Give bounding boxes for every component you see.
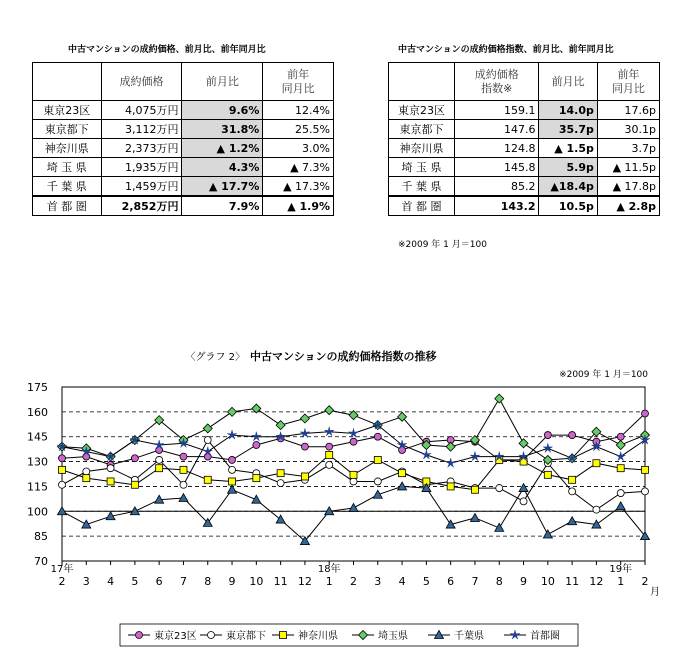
data-point (350, 438, 357, 445)
year-label: 17年 (50, 564, 74, 575)
column-header: 前年 同月比 (597, 63, 659, 101)
cell-value: 2,373万円 (101, 139, 182, 158)
data-point (519, 439, 528, 448)
data-point (82, 520, 91, 528)
index-note: ※2009 年 1 月＝100 (398, 240, 487, 250)
cell-value: ▲ 2.8p (597, 196, 659, 216)
header-blank (33, 63, 102, 101)
x-tick-label: 5 (422, 575, 430, 588)
cell-value: ▲ 17.8p (597, 177, 659, 197)
right-table-title: 中古マンションの成約価格指数、前月比、前年同月比 (398, 45, 614, 55)
y-tick-label: 130 (27, 455, 48, 469)
cell-value: 159.1 (455, 101, 539, 120)
row-label: 東京23区 (33, 101, 102, 120)
x-tick-label: 7 (179, 575, 187, 588)
data-point (179, 494, 188, 502)
column-header: 前年 同月比 (263, 63, 334, 101)
legend-label: 東京23区 (154, 631, 197, 642)
data-point (156, 465, 163, 472)
cell-value: ▲ 1.9% (263, 196, 334, 216)
data-point (374, 433, 381, 440)
data-point (446, 442, 455, 451)
y-tick-label: 70 (34, 555, 48, 568)
cell-value: 3,112万円 (101, 120, 182, 139)
row-label: 東京都下 (33, 120, 102, 139)
legend-label: 東京都下 (226, 631, 266, 642)
x-tick-label: 8 (204, 575, 212, 588)
data-point (136, 632, 143, 639)
x-tick-label: 1 (617, 575, 625, 588)
row-label: 首 都 圏 (33, 196, 102, 216)
legend-label: 首都圏 (530, 631, 560, 642)
data-point (83, 468, 90, 475)
cell-value: 12.4% (263, 101, 334, 120)
cell-value: 145.8 (455, 158, 539, 177)
data-point (374, 478, 381, 485)
row-label: 東京都下 (389, 120, 455, 139)
row-label: 千 葉 県 (33, 177, 102, 197)
data-point (277, 470, 284, 477)
data-point (399, 470, 406, 477)
year-label: 19年 (609, 564, 633, 575)
cell-value: 5.9p (539, 158, 597, 177)
data-point (204, 476, 211, 483)
x-tick-label: 6 (447, 575, 455, 588)
cell-value: 1,935万円 (101, 158, 182, 177)
table-row (33, 120, 334, 139)
cell-value: 143.2 (455, 196, 539, 216)
x-tick-label: 2 (58, 575, 66, 588)
data-point (276, 515, 285, 523)
x-tick-label: 3 (374, 575, 382, 588)
row-label: 埼 玉 県 (389, 158, 455, 177)
table-row (389, 196, 660, 216)
data-point (253, 475, 260, 482)
data-point (349, 428, 359, 437)
data-point (617, 490, 624, 497)
year-label: 18年 (317, 564, 341, 575)
data-point (229, 478, 236, 485)
data-point (253, 442, 260, 449)
x-tick-label: 7 (471, 575, 479, 588)
data-point (398, 482, 407, 490)
y-tick-label: 100 (27, 505, 48, 519)
y-tick-label: 115 (27, 480, 48, 494)
data-point (569, 488, 576, 495)
data-point (300, 428, 310, 437)
data-point (544, 432, 551, 439)
left-price-table (32, 62, 334, 216)
data-point (180, 466, 187, 473)
data-point (569, 476, 576, 483)
x-tick-label: 12 (297, 575, 312, 588)
data-point (447, 483, 454, 490)
x-tick-label: 1 (325, 575, 333, 588)
data-point (131, 481, 138, 488)
data-point (495, 523, 504, 531)
row-label: 埼 玉 県 (33, 158, 102, 177)
x-tick-label: 2 (350, 575, 357, 588)
column-header: 成約価格 (101, 63, 182, 101)
data-point (107, 478, 114, 485)
data-point (349, 503, 358, 511)
row-label: 神奈川県 (389, 139, 455, 158)
cell-value: ▲ 7.3% (263, 158, 334, 177)
row-label: 千 葉 県 (389, 177, 455, 197)
data-point (470, 452, 480, 461)
data-point (228, 407, 237, 416)
data-point (642, 466, 649, 473)
cell-value: 4,075万円 (101, 101, 182, 120)
right-index-table (388, 62, 660, 216)
x-tick-label: 11 (273, 575, 288, 588)
data-point (544, 471, 551, 478)
data-point (156, 456, 163, 463)
data-point (568, 517, 577, 525)
data-point (325, 427, 335, 436)
x-tick-label: 9 (228, 575, 236, 588)
data-point (130, 507, 139, 515)
cell-value: 30.1p (597, 120, 659, 139)
data-point (496, 485, 503, 492)
y-tick-label: 145 (27, 430, 48, 444)
data-point (543, 443, 553, 452)
x-tick-label: 3 (82, 575, 90, 588)
data-point (301, 473, 308, 480)
cell-value: 14.0p (539, 101, 597, 120)
chart-caption: 〈グラフ 2〉 (185, 352, 245, 363)
chart-title: 中古マンションの成約価格指数の推移 (250, 350, 437, 363)
cell-value: 85.2 (455, 177, 539, 197)
legend-label: 神奈川県 (298, 631, 338, 642)
month-unit-label: 月 (650, 587, 660, 598)
x-tick-label: 10 (540, 575, 555, 588)
data-point (471, 486, 478, 493)
row-label: 首 都 圏 (389, 196, 455, 216)
data-point (422, 450, 432, 459)
x-tick-label: 6 (155, 575, 163, 588)
cell-value: ▲18.4p (539, 177, 597, 197)
cell-value: 31.8% (182, 120, 263, 139)
y-tick-label: 175 (27, 381, 48, 394)
cell-value: 25.5% (263, 120, 334, 139)
cell-value: ▲ 11.5p (597, 158, 659, 177)
cell-value: 2,852万円 (101, 196, 182, 216)
cell-value: 35.7p (539, 120, 597, 139)
y-tick-label: 160 (27, 405, 48, 419)
data-point (59, 466, 66, 473)
data-point (593, 506, 600, 513)
cell-value: 7.9% (182, 196, 263, 216)
data-point (519, 484, 528, 492)
data-point (374, 456, 381, 463)
cell-value: 4.3% (182, 158, 263, 177)
header-blank (389, 63, 455, 101)
data-point (301, 443, 308, 450)
data-point (520, 498, 527, 505)
table-row (389, 120, 660, 139)
cell-value: 3.0% (263, 139, 334, 158)
table-row (389, 101, 660, 120)
x-tick-label: 12 (589, 575, 604, 588)
data-point (373, 490, 382, 498)
data-point (280, 632, 287, 639)
chart-note: ※2009 年 1 月＝100 (559, 370, 648, 380)
data-point (616, 452, 626, 461)
table-row (389, 158, 660, 177)
data-point (276, 421, 285, 430)
cell-value: 124.8 (455, 139, 539, 158)
data-point (229, 466, 236, 473)
data-point (228, 485, 237, 493)
column-header: 前月比 (539, 63, 597, 101)
data-point (131, 455, 138, 462)
data-point (300, 414, 309, 423)
data-point (495, 394, 504, 403)
x-tick-label: 5 (131, 575, 139, 588)
data-point (325, 406, 334, 415)
row-label: 神奈川県 (33, 139, 102, 158)
x-tick-label: 11 (565, 575, 580, 588)
data-point (208, 632, 215, 639)
data-point (350, 471, 357, 478)
cell-value: ▲ 17.7% (182, 177, 263, 197)
legend-label: 埼玉県 (378, 631, 408, 642)
x-tick-label: 4 (398, 575, 406, 588)
data-point (180, 481, 187, 488)
x-tick-label: 4 (107, 575, 115, 588)
data-point (593, 460, 600, 467)
table-row (33, 101, 334, 120)
data-point (350, 478, 357, 485)
table-row (33, 139, 334, 158)
table-row (389, 139, 660, 158)
data-point (446, 458, 456, 467)
data-point (642, 488, 649, 495)
data-point (616, 441, 625, 450)
cell-value: 17.6p (597, 101, 659, 120)
row-label: 東京23区 (389, 101, 455, 120)
data-point (252, 432, 262, 441)
column-header: 成約価格 指数※ (455, 63, 539, 101)
data-point (107, 465, 114, 472)
data-point (277, 480, 284, 487)
y-tick-label: 85 (34, 530, 48, 544)
data-point (252, 495, 261, 503)
cell-value: ▲ 17.3% (263, 177, 334, 197)
table-row (33, 196, 334, 216)
cell-value: 147.6 (455, 120, 539, 139)
data-point (83, 475, 90, 482)
left-table-title: 中古マンションの成約価格、前月比、前年同月比 (68, 45, 266, 55)
column-header: 前月比 (182, 63, 263, 101)
data-point (617, 465, 624, 472)
cell-value: ▲ 1.2% (182, 139, 263, 158)
cell-value: 3.7p (597, 139, 659, 158)
data-point (617, 433, 624, 440)
legend-label: 千葉県 (454, 631, 484, 642)
data-point (326, 443, 333, 450)
data-point (569, 432, 576, 439)
index-trend-chart (0, 345, 699, 667)
x-tick-label: 2 (641, 575, 649, 588)
x-tick-label: 10 (249, 575, 264, 588)
cell-value: 1,459万円 (101, 177, 182, 197)
series-line (62, 486, 645, 541)
data-point (470, 513, 479, 521)
data-point (326, 461, 333, 468)
cell-value: 9.6% (182, 101, 263, 120)
data-point (59, 481, 66, 488)
table-row (33, 158, 334, 177)
data-point (59, 455, 66, 462)
data-point (543, 530, 552, 538)
cell-value: ▲ 1.5p (539, 139, 597, 158)
data-point (229, 456, 236, 463)
data-point (203, 424, 212, 433)
cell-value: 10.5p (539, 196, 597, 216)
data-point (616, 502, 625, 510)
x-tick-label: 9 (520, 575, 528, 588)
data-point (642, 410, 649, 417)
table-row (33, 177, 334, 197)
data-point (204, 437, 211, 444)
x-tick-label: 8 (495, 575, 503, 588)
data-point (58, 507, 67, 515)
table-row (389, 177, 660, 197)
data-point (180, 453, 187, 460)
data-point (326, 451, 333, 458)
